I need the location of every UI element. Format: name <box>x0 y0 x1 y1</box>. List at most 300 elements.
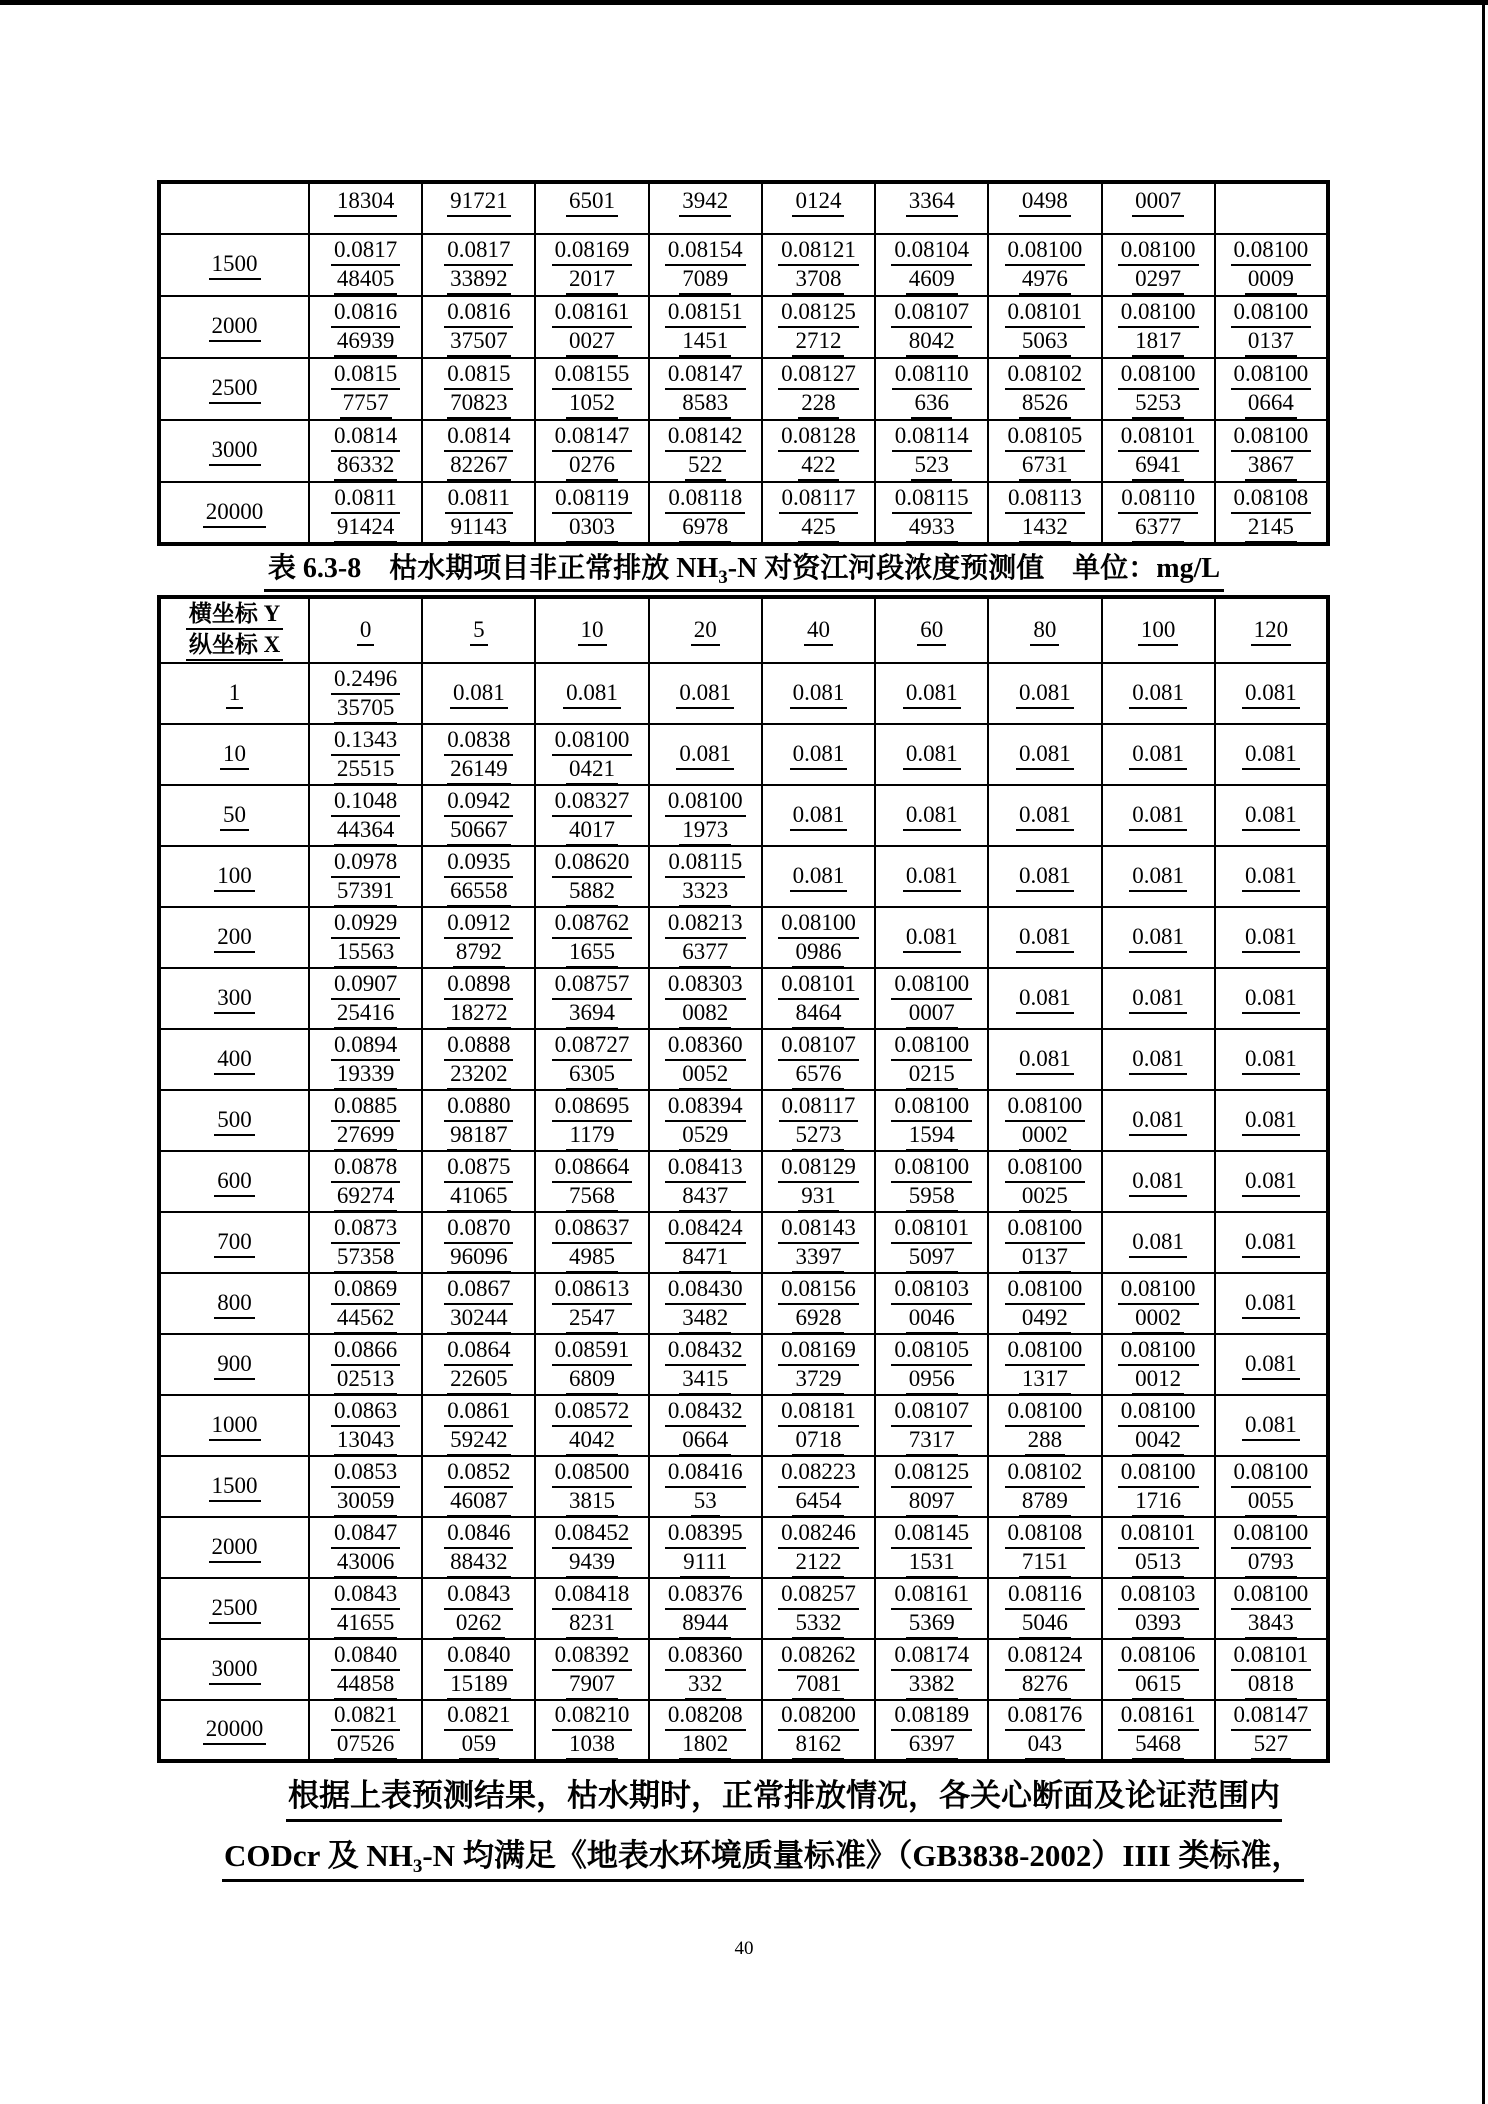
cell-value-line: 0.08108 <box>989 1519 1100 1548</box>
column-header: 20 <box>649 597 762 663</box>
cell-value-line: 0.081 <box>989 801 1100 830</box>
value-cell <box>422 234 535 296</box>
cell-value-line: 0.08762 <box>536 909 647 938</box>
cell-value-line: 0.08100 <box>989 1275 1100 1304</box>
cell-value-line: 0276 <box>536 451 647 480</box>
cell-value-line: 6454 <box>763 1487 874 1516</box>
cell-value-line: 6397 <box>876 1730 987 1759</box>
cell-value-line: 7089 <box>650 265 761 294</box>
cell-value-line: 07526 <box>310 1730 421 1759</box>
table-row <box>159 358 1328 420</box>
cell-value-line: 0.0817 <box>423 236 534 265</box>
cell-value-line: 0124 <box>763 187 874 216</box>
cell-value-line: 0007 <box>876 999 987 1028</box>
column-header: 5 <box>422 597 535 663</box>
value-cell <box>309 1639 422 1700</box>
cell-value-line: 0.08110 <box>876 360 987 389</box>
value-cell <box>649 968 762 1029</box>
value-cell <box>535 358 648 420</box>
cell-value-line: 0.08200 <box>763 1701 874 1730</box>
cell-value-line: 0.0870 <box>423 1214 534 1243</box>
value-cell <box>762 724 875 785</box>
cell-value-line: 0.08127 <box>763 360 874 389</box>
row-label: 2500 <box>159 1578 309 1639</box>
value-cell <box>988 1639 1101 1700</box>
value-cell <box>422 1273 535 1334</box>
cell-value-line: 0.08119 <box>536 484 647 513</box>
cell-value-line: 0.08154 <box>650 236 761 265</box>
cell-value-line: 0.08430 <box>650 1275 761 1304</box>
cell-value-line: 8526 <box>989 389 1100 418</box>
value-cell <box>1215 1456 1328 1517</box>
cell-value-line: 19339 <box>310 1060 421 1089</box>
cell-value-line: 0.08142 <box>650 422 761 451</box>
nh3n-concentration-table <box>157 595 1330 1763</box>
value-cell <box>535 182 648 234</box>
cell-value-line: 66558 <box>423 877 534 906</box>
cell-value-line: 0.0811 <box>423 484 534 513</box>
row-label: 400 <box>159 1029 309 1090</box>
cell-value-line: 0.1048 <box>310 787 421 816</box>
value-cell <box>309 846 422 907</box>
value-cell <box>875 1212 988 1273</box>
cell-value-line: 3729 <box>763 1365 874 1394</box>
cell-value-line: 0.08432 <box>650 1397 761 1426</box>
value-cell <box>875 1273 988 1334</box>
cell-value-line: 0.08100 <box>989 1336 1100 1365</box>
cell-value-line: 0.08169 <box>536 236 647 265</box>
value-cell <box>1215 1517 1328 1578</box>
cell-value-line: 0.08102 <box>989 1458 1100 1487</box>
value-cell <box>1102 1578 1215 1639</box>
cell-value-line: 0.08246 <box>763 1519 874 1548</box>
value-cell <box>762 1639 875 1700</box>
value-cell <box>309 1395 422 1456</box>
cell-value-line: 4985 <box>536 1243 647 1272</box>
cell-value-line: 0.0894 <box>310 1031 421 1060</box>
cell-value-line: 70823 <box>423 389 534 418</box>
table-row <box>159 296 1328 358</box>
value-cell <box>535 234 648 296</box>
cell-value-line: 0.08129 <box>763 1153 874 1182</box>
cell-value-line: 5369 <box>876 1609 987 1638</box>
cell-value-line: 0.08161 <box>536 298 647 327</box>
cell-value-line: 522 <box>650 451 761 480</box>
value-cell <box>649 846 762 907</box>
column-header: 120 <box>1215 597 1328 663</box>
cell-value-line: 0027 <box>536 327 647 356</box>
value-cell <box>875 724 988 785</box>
cell-value-line: 0.1343 <box>310 726 421 755</box>
value-cell <box>422 1639 535 1700</box>
value-cell <box>1102 1029 1215 1090</box>
cell-value-line: 0.081 <box>1216 1411 1326 1440</box>
cell-value-line: 0.081 <box>763 679 874 708</box>
value-cell <box>649 1151 762 1212</box>
cell-value-line: 0.08189 <box>876 1701 987 1730</box>
cell-value-line: 0.081 <box>989 862 1100 891</box>
cell-value-line: 0.08174 <box>876 1641 987 1670</box>
cell-value-line: 1802 <box>650 1730 761 1759</box>
cell-value-line: 1451 <box>650 327 761 356</box>
table-row <box>159 1395 1328 1456</box>
value-cell <box>309 1456 422 1517</box>
cell-value-line: 0.08262 <box>763 1641 874 1670</box>
cell-value-line: 0.0811 <box>310 484 421 513</box>
cell-value-line: 0.08100 <box>1216 236 1326 265</box>
row-label: 600 <box>159 1151 309 1212</box>
cell-value-line: 0.08147 <box>1216 1701 1326 1730</box>
cell-value-line: 0.0869 <box>310 1275 421 1304</box>
cell-value-line: 37507 <box>423 327 534 356</box>
cell-value-line: 0.081 <box>989 984 1100 1013</box>
cell-value-line: 043 <box>989 1730 1100 1759</box>
cell-value-line: 0.08124 <box>989 1641 1100 1670</box>
cell-value-line: 44364 <box>310 816 421 845</box>
cell-value-line: 0.08210 <box>536 1701 647 1730</box>
row-label: 100 <box>159 846 309 907</box>
value-cell <box>762 1517 875 1578</box>
value-cell <box>535 1395 648 1456</box>
value-cell <box>309 234 422 296</box>
row-label <box>159 182 309 234</box>
cell-value-line: 0.08161 <box>876 1580 987 1609</box>
row-label: 3000 <box>159 1639 309 1700</box>
cell-value-line: 0025 <box>989 1182 1100 1211</box>
value-cell <box>649 1273 762 1334</box>
value-cell <box>309 1090 422 1151</box>
cell-value-line: 7317 <box>876 1426 987 1455</box>
continued-table-body <box>159 182 1328 544</box>
cell-value-line: 6576 <box>763 1060 874 1089</box>
cell-value-line: 0.081 <box>1103 1167 1214 1196</box>
cell-value-line: 0492 <box>989 1304 1100 1333</box>
value-cell <box>1215 358 1328 420</box>
cell-value-line: 0.08102 <box>989 360 1100 389</box>
cell-value-line: 0.08151 <box>650 298 761 327</box>
cell-value-line: 0137 <box>989 1243 1100 1272</box>
cell-value-line: 0.2496 <box>310 665 421 694</box>
value-cell <box>875 663 988 724</box>
value-cell <box>762 1029 875 1090</box>
cell-value-line: 0.08117 <box>763 1092 874 1121</box>
cell-value-line: 0.08452 <box>536 1519 647 1548</box>
cell-value-line: 98187 <box>423 1121 534 1150</box>
value-cell <box>762 182 875 234</box>
cell-value-line: 46939 <box>310 327 421 356</box>
cell-value-line: 0303 <box>536 513 647 542</box>
cell-value-line: 30059 <box>310 1487 421 1516</box>
cell-value-line: 8944 <box>650 1609 761 1638</box>
table-row <box>159 1456 1328 1517</box>
cell-value-line: 44858 <box>310 1670 421 1699</box>
cell-value-line: 7907 <box>536 1670 647 1699</box>
value-cell <box>422 1578 535 1639</box>
cell-value-line: 25416 <box>310 999 421 1028</box>
cell-value-line: 0.08110 <box>1103 484 1214 513</box>
cell-value-line: 69274 <box>310 1182 421 1211</box>
value-cell <box>988 1700 1101 1761</box>
value-cell <box>1215 724 1328 785</box>
cell-value-line: 5063 <box>989 327 1100 356</box>
cell-value-line: 4042 <box>536 1426 647 1455</box>
cell-value-line: 0.08100 <box>989 1092 1100 1121</box>
cell-value-line: 3364 <box>876 187 987 216</box>
cell-value-line: 0297 <box>1103 265 1214 294</box>
value-cell <box>1215 1395 1328 1456</box>
cell-value-line: 0.08116 <box>989 1580 1100 1609</box>
cell-value-line: 0.08418 <box>536 1580 647 1609</box>
value-cell <box>762 482 875 544</box>
cell-value-line: 2122 <box>763 1548 874 1577</box>
cell-value-line: 1531 <box>876 1548 987 1577</box>
value-cell <box>422 1151 535 1212</box>
value-cell <box>649 182 762 234</box>
value-cell <box>988 1578 1101 1639</box>
value-cell <box>988 907 1101 968</box>
value-cell <box>535 968 648 1029</box>
cell-value-line: 0.081 <box>1103 984 1214 1013</box>
cell-value-line: 0.08100 <box>1216 1458 1326 1487</box>
cell-value-line: 0.08100 <box>763 909 874 938</box>
cell-value-line: 0.081 <box>876 740 987 769</box>
value-cell <box>1215 663 1328 724</box>
cell-value-line: 0.08213 <box>650 909 761 938</box>
cell-value-line: 0.0861 <box>423 1397 534 1426</box>
value-cell <box>422 482 535 544</box>
cell-value-line: 8464 <box>763 999 874 1028</box>
row-label: 1500 <box>159 234 309 296</box>
cell-value-line: 0.08145 <box>876 1519 987 1548</box>
cell-value-line: 0007 <box>1103 187 1214 216</box>
row-label: 20000 <box>159 1700 309 1761</box>
value-cell <box>1102 1212 1215 1273</box>
cell-value-line: 0.08394 <box>650 1092 761 1121</box>
cell-value-line: 0718 <box>763 1426 874 1455</box>
cell-value-line: 0002 <box>1103 1304 1214 1333</box>
value-cell <box>1102 968 1215 1029</box>
cell-value-line: 0.08100 <box>536 726 647 755</box>
value-cell <box>1102 1090 1215 1151</box>
cell-value-line: 931 <box>763 1182 874 1211</box>
table-row <box>159 1029 1328 1090</box>
cell-value-line: 0.08103 <box>876 1275 987 1304</box>
cell-value-line: 0.08161 <box>1103 1701 1214 1730</box>
row-label: 1 <box>159 663 309 724</box>
value-cell <box>875 1456 988 1517</box>
cell-value-line: 0.0864 <box>423 1336 534 1365</box>
cell-value-line: 4976 <box>989 265 1100 294</box>
value-cell <box>1215 1639 1328 1700</box>
value-cell <box>988 968 1101 1029</box>
cell-value-line: 1432 <box>989 513 1100 542</box>
value-cell <box>875 1395 988 1456</box>
value-cell <box>649 1090 762 1151</box>
cell-value-line: 527 <box>1216 1730 1326 1759</box>
cell-value-line: 0.08100 <box>1103 298 1214 327</box>
cell-value-line: 0.0942 <box>423 787 534 816</box>
subscript-3: 3 <box>718 567 728 588</box>
corner-header-line1: 横坐标 Y <box>186 601 283 630</box>
value-cell <box>1102 358 1215 420</box>
value-cell <box>535 1517 648 1578</box>
cell-value-line: 0.0814 <box>423 422 534 451</box>
cell-value-line: 0.08413 <box>650 1153 761 1182</box>
cell-value-line: 0.08105 <box>989 422 1100 451</box>
cell-value-line: 0.08143 <box>763 1214 874 1243</box>
cell-value-line: 0.08108 <box>1216 484 1326 513</box>
cell-value-line: 1052 <box>536 389 647 418</box>
cell-value-line: 8231 <box>536 1609 647 1638</box>
cell-value-line: 0.081 <box>876 679 987 708</box>
value-cell <box>762 420 875 482</box>
cell-value-line: 96096 <box>423 1243 534 1272</box>
cell-value-line: 422 <box>763 451 874 480</box>
value-cell <box>762 968 875 1029</box>
cell-value-line: 0.0821 <box>423 1701 534 1730</box>
table-row <box>159 1700 1328 1761</box>
value-cell <box>649 296 762 358</box>
corner-header <box>159 597 309 663</box>
value-cell <box>535 1151 648 1212</box>
cell-value-line: 0.08100 <box>650 787 761 816</box>
cell-value-line: 0.08303 <box>650 970 761 999</box>
cell-value-line: 0393 <box>1103 1609 1214 1638</box>
value-cell <box>875 846 988 907</box>
value-cell <box>422 1090 535 1151</box>
cell-value-line: 0.081 <box>423 679 534 708</box>
value-cell <box>422 785 535 846</box>
value-cell <box>1215 296 1328 358</box>
value-cell <box>535 724 648 785</box>
cell-value-line: 0.081 <box>1103 1106 1214 1135</box>
cell-value-line: 86332 <box>310 451 421 480</box>
table-caption <box>0 552 1488 592</box>
table-row <box>159 482 1328 544</box>
value-cell <box>762 1700 875 1761</box>
cell-value-line: 0.08100 <box>1103 1336 1214 1365</box>
value-cell <box>1102 234 1215 296</box>
value-cell <box>875 420 988 482</box>
value-cell <box>988 1090 1101 1151</box>
cell-value-line: 2145 <box>1216 513 1326 542</box>
value-cell <box>988 1517 1101 1578</box>
value-cell <box>1215 482 1328 544</box>
value-cell <box>422 968 535 1029</box>
value-cell <box>535 1090 648 1151</box>
value-cell <box>875 1029 988 1090</box>
cell-value-line: 53 <box>650 1487 761 1516</box>
value-cell <box>535 420 648 482</box>
cell-value-line: 0.0863 <box>310 1397 421 1426</box>
value-cell <box>649 420 762 482</box>
cell-value-line: 0.08360 <box>650 1031 761 1060</box>
cell-value-line: 059 <box>423 1730 534 1759</box>
value-cell <box>762 1151 875 1212</box>
value-cell <box>535 1578 648 1639</box>
cell-value-line: 332 <box>650 1670 761 1699</box>
cell-value-line: 6928 <box>763 1304 874 1333</box>
cell-value-line: 33892 <box>423 265 534 294</box>
cell-value-line: 0.081 <box>876 862 987 891</box>
cell-value-line: 0.081 <box>1216 1045 1326 1074</box>
row-label: 10 <box>159 724 309 785</box>
value-cell <box>988 1456 1101 1517</box>
row-label: 1000 <box>159 1395 309 1456</box>
cell-value-line: 8789 <box>989 1487 1100 1516</box>
row-label: 2000 <box>159 1517 309 1578</box>
value-cell <box>762 1395 875 1456</box>
value-cell <box>422 724 535 785</box>
cell-value-line: 0.08101 <box>1103 1519 1214 1548</box>
value-cell <box>309 1517 422 1578</box>
cell-value-line: 5097 <box>876 1243 987 1272</box>
cell-value-line: 0.0875 <box>423 1153 534 1182</box>
cell-value-line: 0.0907 <box>310 970 421 999</box>
cell-value-line: 0.08100 <box>1216 360 1326 389</box>
value-cell <box>422 1334 535 1395</box>
row-label: 3000 <box>159 420 309 482</box>
value-cell <box>1102 1334 1215 1395</box>
cell-value-line: 13043 <box>310 1426 421 1455</box>
cell-value-line: 0.0816 <box>310 298 421 327</box>
cell-value-line: 0.0878 <box>310 1153 421 1182</box>
value-cell <box>535 296 648 358</box>
cell-value-line: 0.08118 <box>650 484 761 513</box>
cell-value-line: 0.08100 <box>989 236 1100 265</box>
value-cell <box>988 724 1101 785</box>
cell-value-line: 15189 <box>423 1670 534 1699</box>
cell-value-line: 41065 <box>423 1182 534 1211</box>
cell-value-line: 0.0880 <box>423 1092 534 1121</box>
cell-value-line: 0.08114 <box>876 422 987 451</box>
cell-value-line: 7081 <box>763 1670 874 1699</box>
cell-value-line: 3397 <box>763 1243 874 1272</box>
cell-value-line: 0137 <box>1216 327 1326 356</box>
value-cell <box>535 482 648 544</box>
cell-value-line: 0.08103 <box>1103 1580 1214 1609</box>
cell-value-line: 3482 <box>650 1304 761 1333</box>
cell-value-line: 0.08100 <box>1216 298 1326 327</box>
value-cell <box>649 234 762 296</box>
cell-value-line: 0.0843 <box>423 1580 534 1609</box>
value-cell <box>1215 1029 1328 1090</box>
cell-value-line: 0.08100 <box>876 1031 987 1060</box>
value-cell <box>309 182 422 234</box>
cell-value-line: 0215 <box>876 1060 987 1089</box>
cell-value-line: 6501 <box>536 187 647 216</box>
cell-value-line: 0.081 <box>989 923 1100 952</box>
cell-value-line: 3382 <box>876 1670 987 1699</box>
cell-value-line: 0.0846 <box>423 1519 534 1548</box>
value-cell <box>875 1151 988 1212</box>
cell-value-line: 7568 <box>536 1182 647 1211</box>
value-cell <box>1102 1639 1215 1700</box>
value-cell <box>1102 1395 1215 1456</box>
cell-value-line: 0.08107 <box>876 1397 987 1426</box>
value-cell <box>309 296 422 358</box>
value-cell <box>422 1395 535 1456</box>
table-row <box>159 1334 1328 1395</box>
cell-value-line: 8583 <box>650 389 761 418</box>
cell-value-line: 0.0815 <box>423 360 534 389</box>
cell-value-line: 0.08591 <box>536 1336 647 1365</box>
cell-value-line: 1317 <box>989 1365 1100 1394</box>
value-cell <box>649 1334 762 1395</box>
cell-value-line: 0818 <box>1216 1670 1326 1699</box>
cell-value-line: 22605 <box>423 1365 534 1394</box>
cell-value-line: 3694 <box>536 999 647 1028</box>
